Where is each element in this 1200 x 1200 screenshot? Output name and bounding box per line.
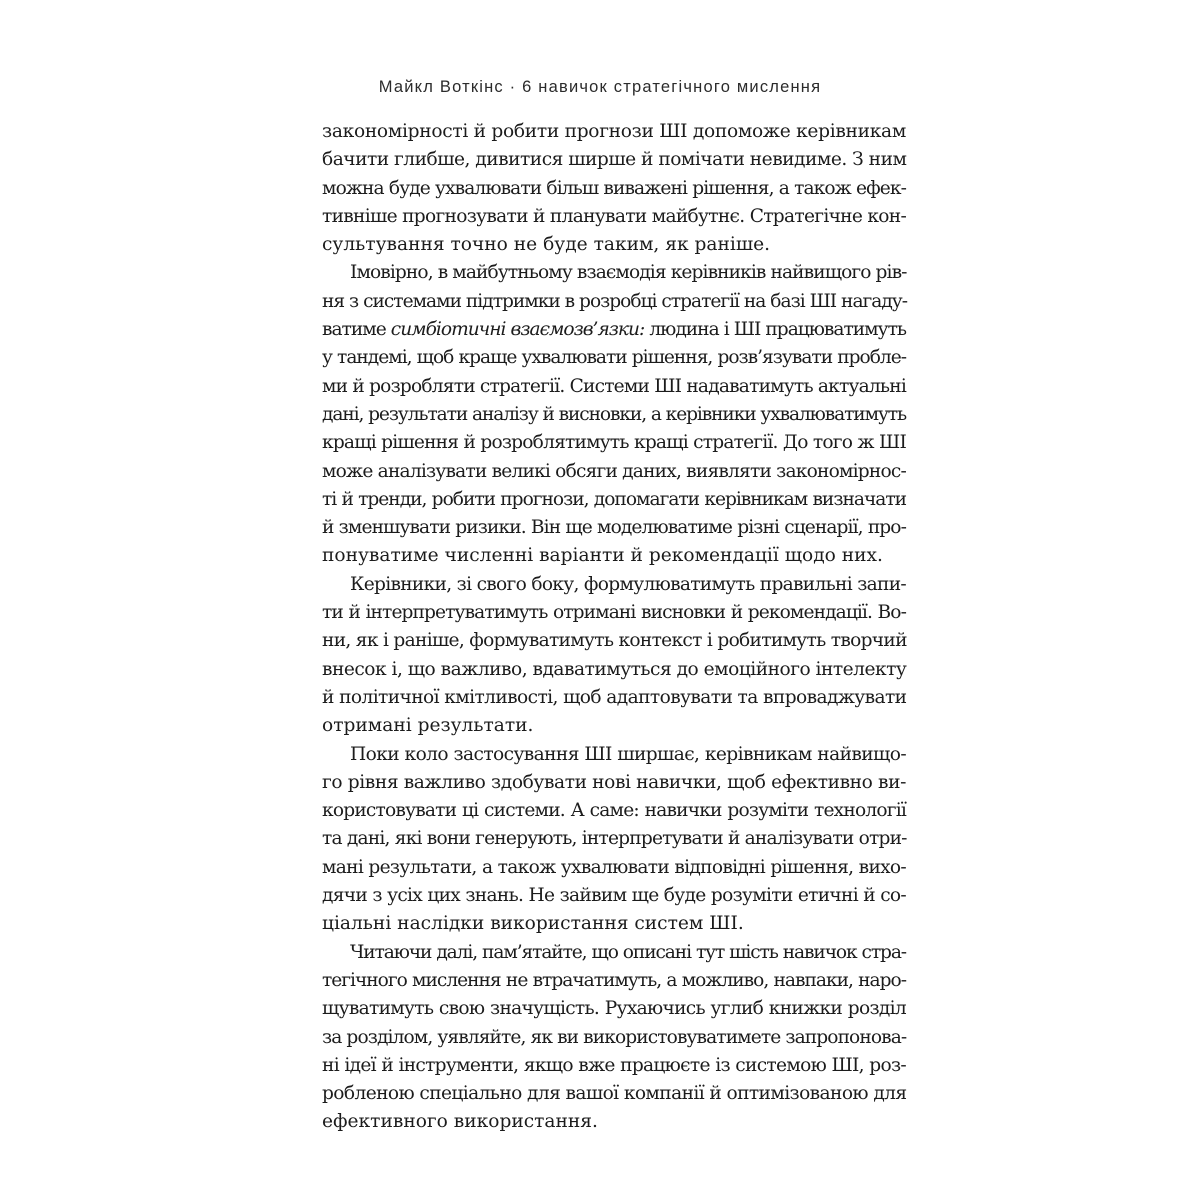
- text-line: ми й розробляти стратегії. Системи ШІ надаватимуть актуальні: [322, 375, 906, 397]
- running-head: Майкл Воткінс · 6 навичок стратегічного мислення: [378, 78, 822, 96]
- text-segment: ватиме: [322, 319, 391, 341]
- text-line: ти й інтерпретуватимуть отримані висновки й рекомендації. Во-: [322, 602, 906, 624]
- text-line: [322, 316, 906, 344]
- text-line: ні ідеї й інструменти, якщо вже працюєте із системою ШІ, роз-: [322, 1054, 906, 1076]
- text-line: й політичної кмітливості, щоб адаптовувати та впроваджувати: [322, 686, 907, 708]
- paragraph: [322, 571, 906, 741]
- text-line: го рівня важливо здобувати нові навички, щоб ефективно ви-: [322, 771, 906, 793]
- paragraph: [322, 118, 906, 259]
- text-line: внесок і, що важливо, вдаватимуться до емоційного інтелекту: [322, 658, 907, 680]
- text-line: ня з системами підтримки в розробці стратегії на базі ШІ нагаду-: [322, 290, 908, 312]
- text-line: дані, результати аналізу й висновки, а керівники ухвалюватимуть: [322, 403, 906, 425]
- text-line: у тандемі, щоб краще ухвалювати рішення, розв’язувати пробле-: [322, 347, 906, 369]
- text-line: кращі рішення й розроблятимуть кращі стратегії. До того ж ШІ: [322, 432, 906, 454]
- text-line: сультування точно не буде таким, як раніше.: [322, 234, 771, 256]
- text-line: ефективного використання.: [322, 1111, 598, 1133]
- text-line: ті й тренди, робити прогнози, допомагати керівникам визначати: [322, 488, 906, 510]
- text-segment: людина і ШІ працюватимуть: [644, 319, 906, 341]
- text-line: тивніше прогнозувати й планувати майбутнє. Стратегічне кон-: [322, 205, 907, 227]
- text-line: бачити глибше, дивитися ширше й помічати невидиме. З ним: [322, 149, 907, 171]
- text-line: Читаючи далі, пам’ятайте, що описані тут шість навичок стра-: [350, 941, 906, 963]
- text-line: може аналізувати великі обсяги даних, виявляти закономірнос-: [322, 460, 906, 482]
- text-line: та дані, які вони генерують, інтерпретувати й аналізувати отри-: [322, 828, 907, 850]
- italic-term: симбіотичні взаємозв’язки:: [390, 319, 645, 341]
- text-line: ни, як і раніше, формуватимуть контекст і робитимуть творчий: [322, 630, 907, 652]
- text-line: отримані результати.: [322, 715, 534, 737]
- text-line: ціальні наслідки використання систем ШІ.: [322, 913, 744, 935]
- body-text: [322, 118, 906, 1137]
- text-line: щуватимуть свою значущість. Рухаючись углиб книжки розділ: [322, 998, 906, 1020]
- text-line: користовувати ці системи. А саме: навички розуміти технології: [322, 800, 906, 822]
- text-line: можна буде ухвалювати більш виважені рішення, а також ефек-: [322, 177, 906, 199]
- paragraph: [322, 939, 906, 1137]
- text-line: тегічного мислення не втрачатимуть, а можливо, навпаки, наро-: [322, 969, 906, 991]
- text-line: дячи з усіх цих знань. Не зайвим ще буде розуміти етичні й со-: [322, 885, 906, 907]
- text-line: Керівники, зі свого боку, формулюватимуть правильні запи-: [350, 573, 906, 595]
- text-line: понуватиме численні варіанти й рекомендації щодо них.: [322, 545, 883, 567]
- text-line: мані результати, а також ухвалювати відповідні рішення, вихо-: [322, 856, 906, 878]
- text-line: закономірності й робити прогнози ШІ допоможе керівникам: [322, 121, 906, 142]
- paragraph: [322, 259, 906, 570]
- paragraph: [322, 741, 906, 939]
- text-line: робленою спеціально для вашої компанії й оптимізованою для: [322, 1083, 907, 1105]
- text-line: за розділом, уявляйте, як ви використовуватимете запропонова-: [322, 1026, 907, 1048]
- text-line: й зменшувати ризики. Він ще моделюватиме різні сценарії, про-: [322, 517, 906, 539]
- text-line: Поки коло застосування ШІ ширшає, керівникам найвищо-: [350, 743, 906, 765]
- text-line: Імовірно, в майбутньому взаємодія керівників найвищого рів-: [350, 262, 907, 284]
